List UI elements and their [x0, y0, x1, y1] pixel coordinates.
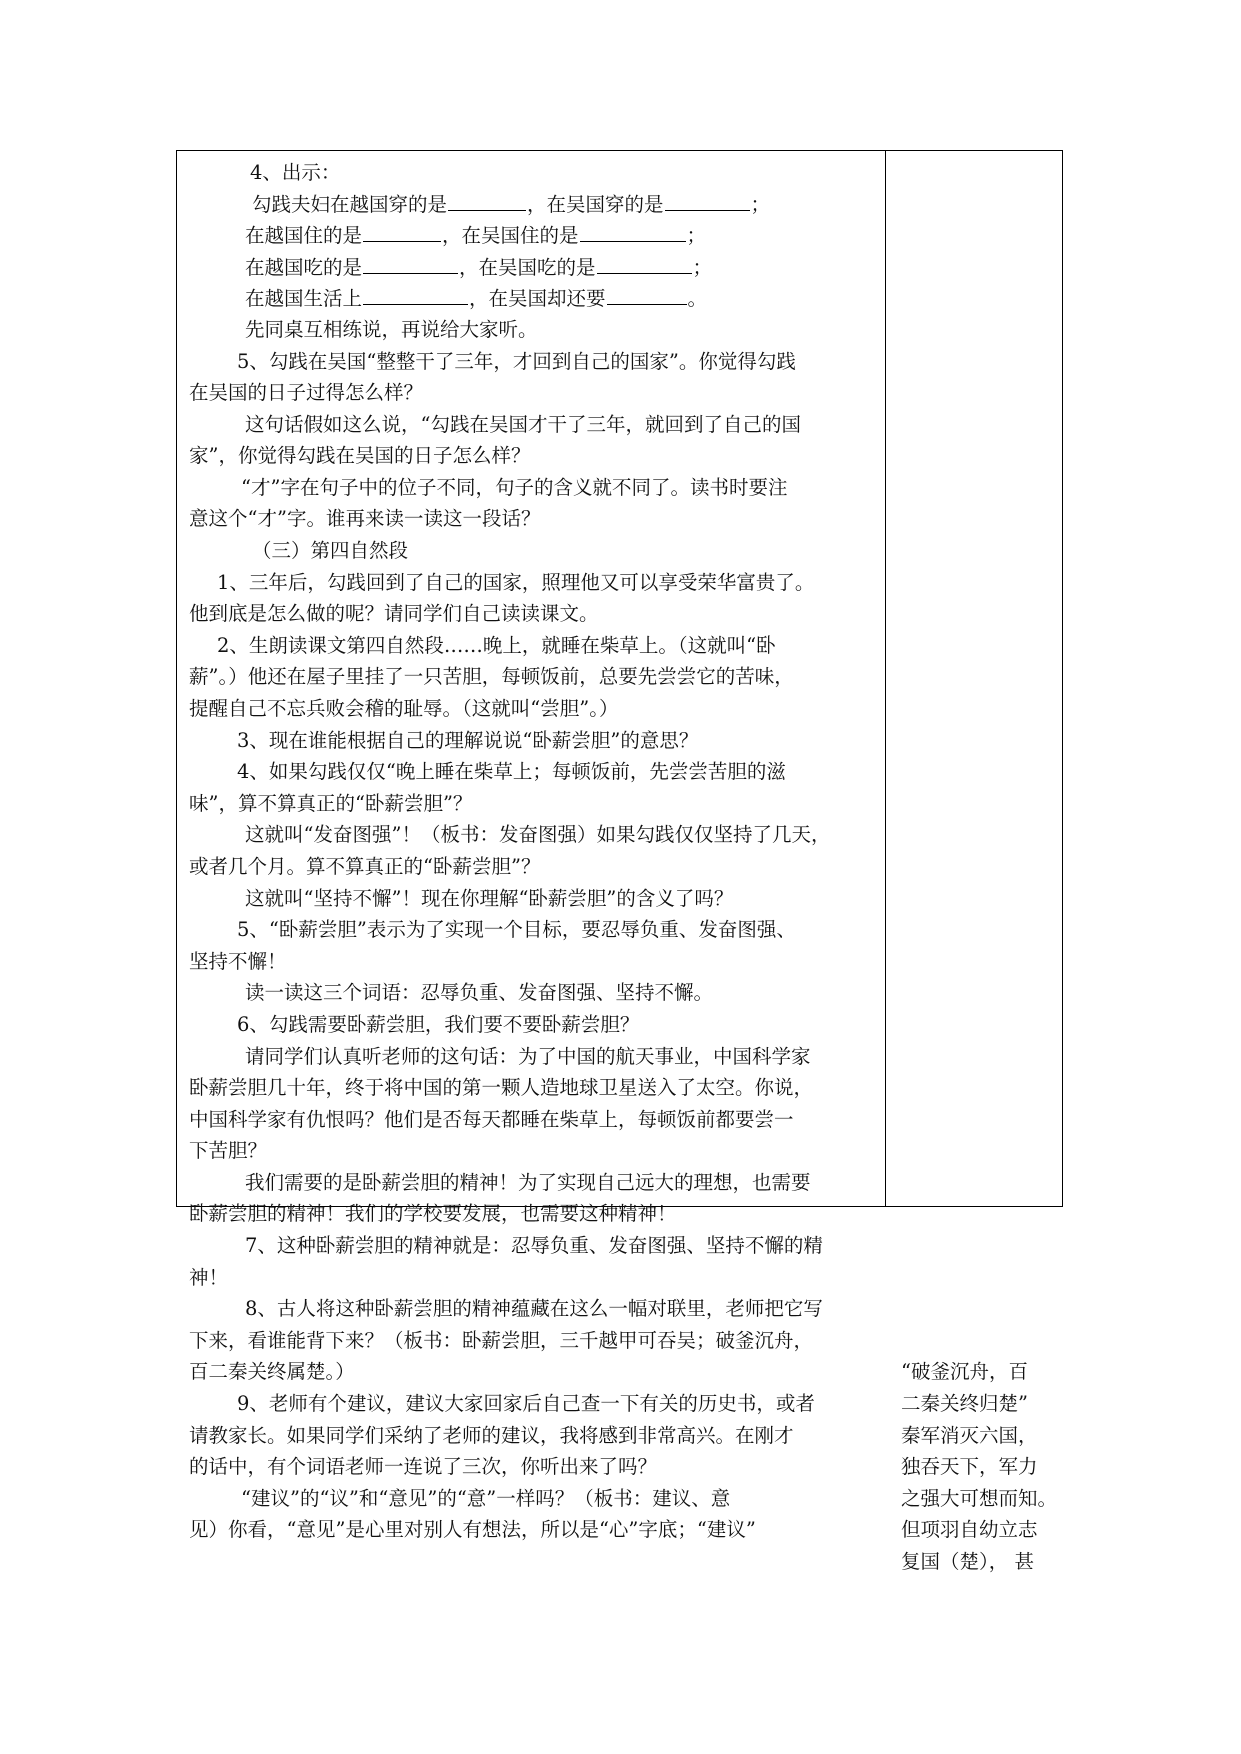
- text-line: [245, 223, 706, 248]
- text-line: [252, 539, 408, 563]
- text-line: [217, 571, 814, 595]
- text-segment: ，在吴国穿的是: [527, 193, 664, 216]
- text-line: [237, 350, 796, 374]
- text-segment: 坚持不懈！: [189, 950, 287, 973]
- text-line: [245, 1045, 811, 1069]
- text-line: [189, 855, 540, 879]
- fill-in-blank: [607, 286, 687, 305]
- fill-in-blank: [363, 223, 441, 242]
- column-divider: [885, 151, 886, 1206]
- text-segment: 薪”。）他还在屋子里挂了一只苦胆，每顿饭前，总要先尝尝它的苦味，: [189, 665, 794, 688]
- fill-in-blank: [448, 192, 526, 211]
- text-segment: 4、出示：: [250, 161, 341, 184]
- text-segment: 提醒自己不忘兵败会稽的耻辱。（这就叫“尝胆”。）: [189, 697, 619, 720]
- text-segment: ；: [692, 256, 713, 279]
- text-line: [189, 1455, 657, 1479]
- text-segment: 下苦胆？: [189, 1139, 268, 1162]
- side-note-line: 秦军消灭六国，: [901, 1424, 1038, 1447]
- text-line: [189, 602, 599, 626]
- text-line: [245, 413, 801, 437]
- side-note-line: “破釜沉舟，百: [901, 1360, 1028, 1383]
- text-segment: 中国科学家有仇恨吗？他们是否每天都睡在柴草上，每顿饭前都要尝一: [189, 1108, 794, 1131]
- text-line: [189, 1329, 813, 1353]
- text-segment: ，在吴国吃的是: [459, 256, 596, 279]
- side-note-line: 复国（楚）， 甚: [901, 1550, 1034, 1573]
- text-line: [245, 887, 733, 911]
- text-segment: 请教家长。如果同学们采纳了老师的建议，我将感到非常高兴。在刚才: [189, 1424, 794, 1447]
- text-segment: 3、现在谁能根据自己的理解说说“卧薪尝胆”的意思？: [237, 729, 699, 752]
- text-segment: （三）第四自然段: [252, 539, 409, 562]
- text-line: [189, 1076, 813, 1100]
- text-line: [245, 255, 712, 280]
- text-line: [245, 286, 707, 311]
- fill-in-blank: [665, 192, 750, 211]
- text-line: [189, 1518, 756, 1542]
- text-line: [189, 792, 472, 816]
- text-line: [245, 981, 713, 1005]
- text-line: [245, 318, 538, 342]
- text-line: [237, 1392, 815, 1416]
- text-segment: ，在吴国住的是: [442, 224, 579, 247]
- text-segment: 5、勾践在吴国“整整干了三年，才回到自己的国家”。你觉得勾践: [237, 350, 796, 373]
- fill-in-blank: [363, 255, 458, 274]
- text-line: [189, 381, 423, 405]
- text-segment: “才”字在句子中的位子不同，句子的含义就不同了。读书时要注: [241, 476, 788, 499]
- fill-in-blank: [580, 223, 686, 242]
- lesson-plan-table: [176, 150, 1063, 1573]
- text-line: [189, 507, 540, 531]
- text-line: [189, 1202, 677, 1226]
- text-line: [245, 1171, 811, 1195]
- text-line: [189, 1139, 267, 1163]
- text-segment: 5、“卧薪尝胆”表示为了实现一个目标，要忍辱负重、发奋图强、: [237, 918, 796, 941]
- side-note-line: 之强大可想而知。: [901, 1487, 1058, 1510]
- text-segment: 这句话假如这么说，“勾践在吴国才干了三年，就回到了自己的国: [245, 413, 801, 436]
- text-line: [245, 1234, 823, 1258]
- text-segment: 在越国生活上: [245, 287, 363, 310]
- text-segment: 读一读这三个词语：忍辱负重、发奋图强、坚持不懈。: [245, 981, 714, 1004]
- text-segment: 7、这种卧薪尝胆的精神就是：忍辱负重、发奋图强、坚持不懈的精: [245, 1234, 823, 1257]
- text-line: [189, 444, 530, 468]
- text-segment: 勾践夫妇在越国穿的是: [252, 193, 448, 216]
- text-line: [250, 161, 340, 185]
- text-line: [237, 1013, 639, 1037]
- text-segment: 神！: [189, 1266, 229, 1289]
- text-segment: ；: [750, 193, 771, 216]
- text-segment: 在吴国的日子过得怎么样？: [189, 381, 424, 404]
- side-note-line: 二秦关终归楚”: [901, 1392, 1028, 1415]
- text-line: [189, 697, 618, 721]
- text-segment: 。: [687, 287, 708, 310]
- text-line: [189, 950, 287, 974]
- text-line: [245, 823, 830, 847]
- text-segment: 或者几个月。算不算真正的“卧薪尝胆”？: [189, 855, 541, 878]
- text-segment: 见）你看，“意见”是心里对别人有想法，所以是“心”字底；“建议”: [189, 1518, 756, 1541]
- text-line: [241, 476, 787, 500]
- text-segment: 这就叫“发奋图强”！（板书：发奋图强）如果勾践仅仅坚持了几天，: [245, 823, 831, 846]
- text-segment: ；: [686, 224, 707, 247]
- text-segment: 百二秦关终属楚。）: [189, 1360, 355, 1383]
- text-line: [189, 1424, 794, 1448]
- text-segment: 4、如果勾践仅仅“晚上睡在柴草上；每顿饭前，先尝尝苦胆的滋: [237, 760, 786, 783]
- text-segment: 9、老师有个建议，建议大家回家后自己查一下有关的历史书，或者: [237, 1392, 815, 1415]
- text-line: [252, 192, 770, 217]
- text-segment: 8、古人将这种卧薪尝胆的精神蕴藏在这么一幅对联里，老师把它写: [245, 1297, 823, 1320]
- side-note-line: 但项羽自幼立志: [901, 1518, 1038, 1541]
- text-segment: 家”，你觉得勾践在吴国的日子怎么样？: [189, 444, 531, 467]
- text-line: [217, 634, 776, 658]
- fill-in-blank: [597, 255, 692, 274]
- text-line: [237, 729, 698, 753]
- text-segment: 请同学们认真听老师的这句话：为了中国的航天事业，中国科学家: [245, 1045, 811, 1068]
- text-segment: 下来，看谁能背下来？（板书：卧薪尝胆，三千越甲可吞吴；破釜沉舟，: [189, 1329, 814, 1352]
- text-line: [189, 1360, 355, 1384]
- text-segment: 意这个“才”字。谁再来读一读这一段话？: [189, 507, 541, 530]
- text-segment: ，在吴国却还要: [469, 287, 606, 310]
- text-segment: 味”，算不算真正的“卧薪尝胆”？: [189, 792, 473, 815]
- text-segment: 卧薪尝胆几十年，终于将中国的第一颗人造地球卫星送入了太空。你说，: [189, 1076, 814, 1099]
- text-segment: 6、勾践需要卧薪尝胆，我们要不要卧薪尝胆？: [237, 1013, 640, 1036]
- fill-in-blank: [363, 286, 468, 305]
- text-segment: 在越国住的是: [245, 224, 363, 247]
- text-segment: 的话中，有个词语老师一连说了三次，你听出来了吗？: [189, 1455, 658, 1478]
- text-segment: 他到底是怎么做的呢？请同学们自己读读课文。: [189, 602, 599, 625]
- text-segment: “建议”的“议”和“意见”的“意”一样吗？（板书：建议、意: [241, 1487, 731, 1510]
- text-line: [237, 918, 796, 942]
- text-segment: 在越国吃的是: [245, 256, 363, 279]
- text-segment: 卧薪尝胆的精神！我们的学校要发展，也需要这种精神！: [189, 1202, 677, 1225]
- text-segment: 我们需要的是卧薪尝胆的精神！为了实现自己远大的理想，也需要: [245, 1171, 811, 1194]
- text-line: [189, 1108, 794, 1132]
- text-line: [245, 1297, 823, 1321]
- text-segment: 1、三年后，勾践回到了自己的国家，照理他又可以享受荣华富贵了。: [217, 571, 815, 594]
- text-segment: 2、生朗读课文第四自然段……晚上，就睡在柴草上。（这就叫“卧: [217, 634, 776, 657]
- text-segment: 这就叫“坚持不懈”！现在你理解“卧薪尝胆”的含义了吗？: [245, 887, 734, 910]
- text-line: [237, 760, 786, 784]
- text-segment: 先同桌互相练说，再说给大家听。: [245, 318, 538, 341]
- text-line: [189, 1266, 228, 1290]
- text-line: [241, 1487, 730, 1511]
- text-line: [189, 665, 794, 689]
- side-note-line: 独吞天下，军力: [901, 1455, 1038, 1478]
